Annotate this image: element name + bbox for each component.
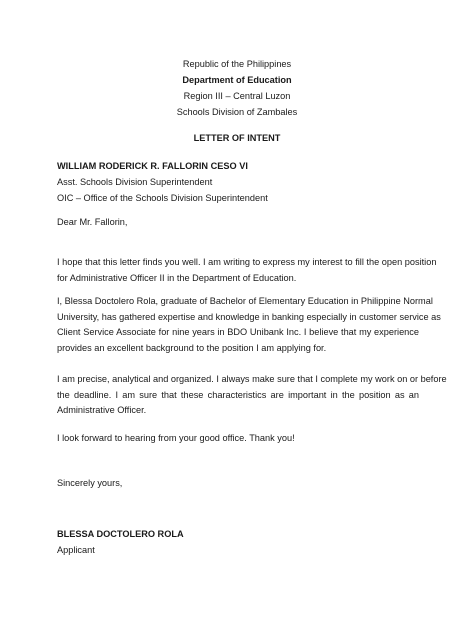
paragraph-line: Client Service Associate for nine years in BDO Unibank Inc. I believe that my experience: [57, 327, 419, 337]
letterhead-country: Republic of the Philippines: [182, 59, 292, 69]
paragraph-line: for Administrative Officer II in the Department of Education.: [57, 272, 297, 283]
letter-heading: LETTER OF INTENT: [193, 133, 281, 143]
recipient-name: WILLIAM RODERICK R. FALLORIN CESO VI: [57, 161, 248, 171]
salutation: Dear Mr. Fallorin,: [57, 217, 128, 227]
paragraph-line: I am precise, analytical and organized. I always make sure that I complete my work on or before: [57, 374, 447, 384]
signature-block: [57, 526, 184, 558]
paragraph-line: I hope that this letter finds you well. I am writing to express my interest to fill the open position: [57, 257, 437, 267]
paragraph-line: provides an excellent background to the position I am applying for.: [57, 342, 327, 353]
recipient-block: [57, 158, 268, 206]
recipient-office: OIC – Office of the Schools Division Superintendent: [57, 193, 268, 203]
recipient-title: Asst. Schools Division Superintendent: [57, 177, 213, 187]
letterhead: [0, 56, 474, 120]
letterhead-region: Region III – Central Luzon: [183, 91, 291, 101]
body-paragraph-1: [57, 255, 437, 286]
paragraph-line: the deadline. I am sure that these characteristics are important in the position as an: [57, 389, 419, 400]
body-paragraph-3: [57, 372, 447, 419]
body-paragraph-2: [57, 294, 441, 356]
paragraph-line: University, has gathered expertise and knowledge in banking especially in customer service as: [57, 311, 441, 322]
paragraph-line: I look forward to hearing from your good office. Thank you!: [57, 433, 295, 443]
paragraph-line: I, Blessa Doctolero Rola, graduate of Bachelor of Elementary Education in Philippine Normal: [57, 296, 433, 306]
signatory-role: Applicant: [57, 545, 95, 555]
letterhead-department: Department of Education: [182, 75, 292, 85]
paragraph-line: Administrative Officer.: [57, 405, 147, 415]
closing: Sincerely yours,: [57, 478, 123, 488]
body-paragraph-4: [57, 431, 419, 447]
signatory-name: BLESSA DOCTOLERO ROLA: [57, 529, 184, 539]
letterhead-division: Schools Division of Zambales: [176, 107, 298, 117]
